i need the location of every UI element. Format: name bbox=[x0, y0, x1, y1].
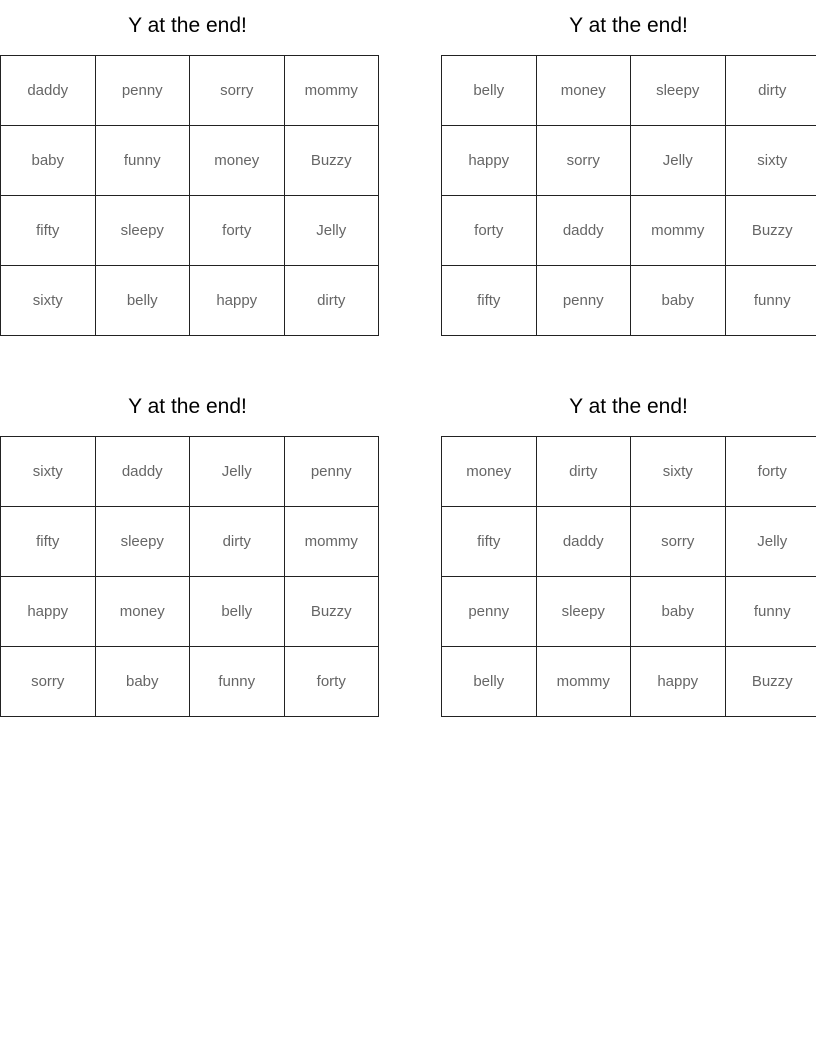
grid-row bbox=[442, 437, 816, 507]
grid-row bbox=[1, 266, 379, 336]
grid-cell: sorry bbox=[536, 126, 631, 196]
grid-cell: baby bbox=[95, 647, 190, 717]
bingo-card-1 bbox=[0, 0, 375, 336]
grid-cell: belly bbox=[442, 647, 537, 717]
grid-cell: daddy bbox=[536, 196, 631, 266]
grid-row bbox=[1, 56, 379, 126]
grid-cell: fifty bbox=[1, 196, 96, 266]
grid-cell: Jelly bbox=[190, 437, 285, 507]
grid-cell: fifty bbox=[442, 507, 537, 577]
grid-cell: Jelly bbox=[725, 507, 816, 577]
grid-cell: belly bbox=[95, 266, 190, 336]
grid-cell: mommy bbox=[536, 647, 631, 717]
grid-cell: sleepy bbox=[631, 56, 726, 126]
grid-cell: funny bbox=[95, 126, 190, 196]
grid-cell: belly bbox=[190, 577, 285, 647]
grid-row bbox=[442, 56, 816, 126]
grid-cell: sixty bbox=[1, 437, 96, 507]
grid-cell: fifty bbox=[1, 507, 96, 577]
card-title: Y at the end! bbox=[128, 14, 247, 37]
grid-cell: Buzzy bbox=[284, 126, 379, 196]
grid-cell: daddy bbox=[95, 437, 190, 507]
bingo-card-2 bbox=[441, 0, 816, 336]
grid-row bbox=[1, 507, 379, 577]
grid-cell: sleepy bbox=[95, 507, 190, 577]
grid-cell: forty bbox=[442, 196, 537, 266]
grid-cell: Buzzy bbox=[725, 196, 816, 266]
grid-cell: Jelly bbox=[284, 196, 379, 266]
grid-cell: belly bbox=[442, 56, 537, 126]
grid-cell: Jelly bbox=[631, 126, 726, 196]
grid-row bbox=[442, 507, 816, 577]
grid-row bbox=[442, 196, 816, 266]
grid-cell: penny bbox=[95, 56, 190, 126]
grid-cell: fifty bbox=[442, 266, 537, 336]
grid-cell: sorry bbox=[190, 56, 285, 126]
grid-cell: happy bbox=[190, 266, 285, 336]
grid-row bbox=[1, 577, 379, 647]
grid-cell: penny bbox=[536, 266, 631, 336]
card-title: Y at the end! bbox=[569, 14, 688, 37]
grid-cell: sleepy bbox=[536, 577, 631, 647]
grid-cell: money bbox=[536, 56, 631, 126]
grid-cell: Buzzy bbox=[284, 577, 379, 647]
grid-cell: funny bbox=[725, 266, 816, 336]
grid-cell: dirty bbox=[284, 266, 379, 336]
grid-row bbox=[442, 647, 816, 717]
grid-row bbox=[442, 126, 816, 196]
grid-cell: Buzzy bbox=[725, 647, 816, 717]
grid-cell: happy bbox=[631, 647, 726, 717]
bingo-grid bbox=[0, 436, 379, 717]
grid-cell: mommy bbox=[631, 196, 726, 266]
grid-cell: happy bbox=[1, 577, 96, 647]
bingo-card-3 bbox=[0, 381, 375, 717]
card-title: Y at the end! bbox=[569, 395, 688, 418]
grid-cell: sixty bbox=[725, 126, 816, 196]
grid-row bbox=[1, 647, 379, 717]
grid-row bbox=[442, 266, 816, 336]
grid-cell: forty bbox=[725, 437, 816, 507]
grid-row bbox=[1, 196, 379, 266]
grid-cell: penny bbox=[284, 437, 379, 507]
bingo-card-4 bbox=[441, 381, 816, 717]
card-title: Y at the end! bbox=[128, 395, 247, 418]
grid-cell: baby bbox=[631, 577, 726, 647]
grid-cell: mommy bbox=[284, 56, 379, 126]
bingo-grid bbox=[441, 436, 816, 717]
grid-cell: forty bbox=[190, 196, 285, 266]
grid-cell: baby bbox=[631, 266, 726, 336]
grid-cell: sixty bbox=[1, 266, 96, 336]
grid-cell: mommy bbox=[284, 507, 379, 577]
grid-cell: sleepy bbox=[95, 196, 190, 266]
grid-cell: money bbox=[95, 577, 190, 647]
grid-cell: funny bbox=[725, 577, 816, 647]
grid-cell: sorry bbox=[631, 507, 726, 577]
grid-cell: sorry bbox=[1, 647, 96, 717]
grid-cell: penny bbox=[442, 577, 537, 647]
grid-cell: daddy bbox=[1, 56, 96, 126]
grid-cell: baby bbox=[1, 126, 96, 196]
grid-cell: money bbox=[190, 126, 285, 196]
grid-cell: dirty bbox=[190, 507, 285, 577]
grid-row bbox=[1, 126, 379, 196]
grid-cell: dirty bbox=[725, 56, 816, 126]
grid-cell: forty bbox=[284, 647, 379, 717]
grid-row bbox=[1, 437, 379, 507]
bingo-grid bbox=[441, 55, 816, 336]
grid-cell: funny bbox=[190, 647, 285, 717]
grid-cell: sixty bbox=[631, 437, 726, 507]
grid-cell: money bbox=[442, 437, 537, 507]
grid-cell: happy bbox=[442, 126, 537, 196]
grid-cell: dirty bbox=[536, 437, 631, 507]
grid-row bbox=[442, 577, 816, 647]
grid-cell: daddy bbox=[536, 507, 631, 577]
bingo-grid bbox=[0, 55, 379, 336]
